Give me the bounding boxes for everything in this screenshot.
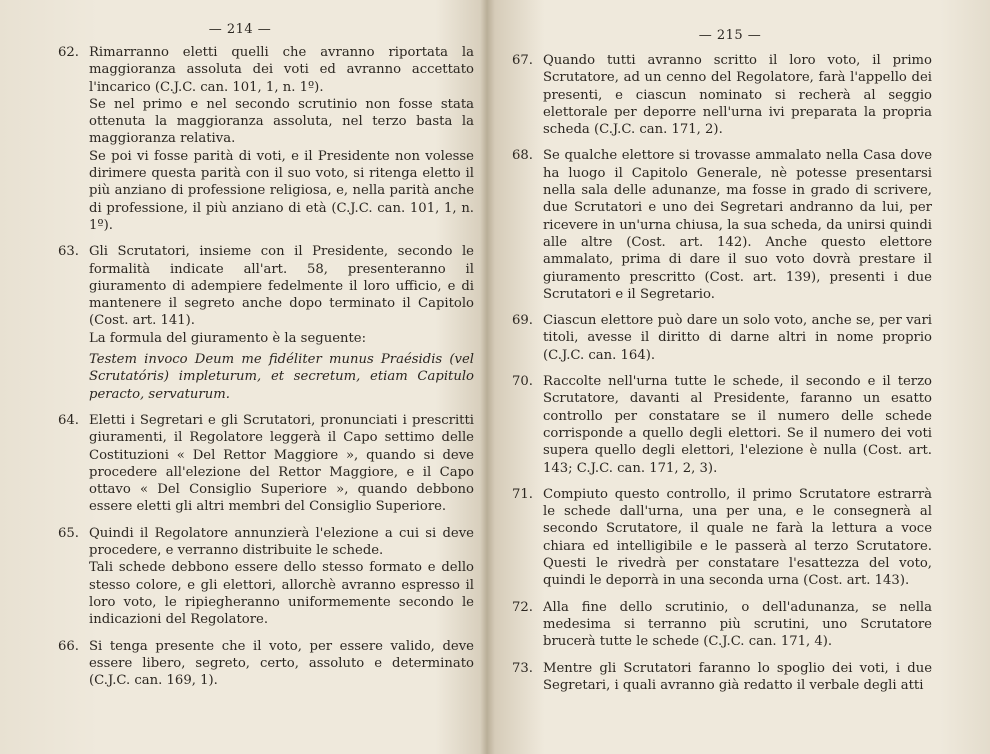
paragraph: Si tenga presente che il voto, per essere valido, deve essere libero, segreto, certo, assoluto e determinato (C.J.C. can. 169, 1). [89,638,474,689]
article-number: 64. [58,412,79,428]
article-number: 70. [512,374,533,390]
article-64 [58,412,474,516]
oath-formula: Testem invoco Deum me fidéliter munus Praésidis (vel Scrutatóris) impleturum, et secretum, etiam Capitulo peracto, servaturum. [89,352,474,402]
article-body [89,44,474,234]
paragraph: Gli Scrutatori, insieme con il Presidente, secondo le formalità indicate all'art. 58, presenteranno il giuramento di adempiere fedelmente il loro ufficio, e di mantenere il segreto anche dopo terminato il Capitolo (Cost. art. 141). [89,244,474,329]
paragraph: Quando tutti avranno scritto il loro voto, il primo Scrutatore, ad un cenno del Regolatore, farà l'appello dei presenti, e ciascun nominato si recherà al seggio elettorale per deporre nell'urna ivi preparata la propria scheda (C.J.C. can. 171, 2). [543,53,932,138]
article-body [543,373,932,477]
article-number: 65. [58,525,79,541]
article-73 [512,660,932,695]
article-body [543,147,932,303]
article-62 [58,44,474,234]
article-body [543,660,932,695]
article-number: 73. [512,660,533,676]
article-63 [58,243,474,403]
article-body [89,412,474,516]
paragraph: La formula del giuramento è la seguente: [89,330,367,346]
page-number: — 215 — [698,28,762,43]
paragraph: Quindi il Regolatore annunzierà l'elezione a cui si deve procedere, e verranno distribuite le schede. [89,525,474,559]
article-number: 63. [58,244,79,260]
article-67 [512,52,932,138]
article-body [89,243,474,403]
paragraph: Tali schede debbono essere dello stesso formato e dello stesso colore, e gli elettori, allorchè avranno espresso il loro voto, le ripiegheranno uniformemente secondo le indicazioni del Regolatore. [89,560,474,628]
text-column [512,52,932,703]
article-body [543,52,932,138]
paragraph: Se poi vi fosse parità di voti, e il Presidente non volesse dirimere questa parità con il suo voto, si ritenga eletto il più anziano di professione religiosa, e, nella parità anche di professione, il più anziano di età (C.J.C. can. 101, 1, n. 1º). [89,148,474,233]
article-69 [512,312,932,364]
article-66 [58,638,474,690]
paragraph: Eletti i Segretari e gli Scrutatori, pronunciati i prescritti giuramenti, il Regolatore leggerà il Capo settimo delle Costituzioni « Del Rettor Maggiore », quando si deve procedere all'elezione del Rettor Maggiore, e il Capo ottavo « Del Consiglio Superiore », quando debbono essere eletti gli altri membri del Consiglio Superiore. [89,412,474,515]
article-body [543,312,932,364]
article-number: 68. [512,148,533,164]
article-number: 62. [58,45,79,60]
right-page [490,0,990,754]
article-65 [58,525,474,629]
paragraph: Raccolte nell'urna tutte le schede, il secondo e il terzo Scrutatore, davanti al Presidente, faranno un esatto controllo per constatare se il numero delle schede corrisponde a quello degli elettori. Se il numero dei voti supera quello degli elettori, l'elezione è nulla (Cost. art. 143; C.J.C. can. 171, 2, 3). [543,374,932,476]
article-71 [512,486,932,590]
article-body [543,599,932,651]
article-number: 71. [512,486,533,502]
article-body [543,486,932,590]
article-body [89,525,474,629]
article-70 [512,373,932,477]
article-body [89,638,474,690]
article-number: 66. [58,638,79,654]
article-number: 67. [512,53,533,68]
paragraph: Ciascun elettore può dare un solo voto, anche se, per vari titoli, avesse il diritto di darne altri in nome proprio (C.J.C. can. 164). [543,313,932,363]
page-number: — 214 — [208,22,272,37]
text-column [58,44,474,698]
article-number: 69. [512,313,533,329]
paragraph: Compiuto questo controllo, il primo Scrutatore estrarrà le schede dall'urna, una per una, e le consegnerà al secondo Scrutatore, il quale ne farà la lettura a voce chiara ed intelligibile e le passerà al terzo Scrutatore. Questi le rivedrà per constatare l'esattezza del voto, quindi le deporrà in una seconda urna (Cost. art. 143). [543,486,932,589]
article-68 [512,147,932,303]
paragraph: Alla fine dello scrutinio, o dell'adunanza, se nella medesima si terranno più scrutini, uno Scrutatore brucerà tutte le schede (C.J.C. can. 171, 4). [543,599,932,650]
paragraph: Se nel primo e nel secondo scrutinio non fosse stata ottenuta la maggioranza assoluta, nel terzo basta la maggioranza relativa. [89,96,474,147]
paragraph: Mentre gli Scrutatori faranno lo spoglio dei voti, i due Segretari, i quali avranno già redatto il verbale degli atti [543,660,932,693]
article-number: 72. [512,599,533,615]
paragraph: Se qualche elettore si trovasse ammalato nella Casa dove ha luogo il Capitolo Generale, nè potesse presentarsi nella sala delle adunanze, ma fosse in grado di scrivere, due Scrutatori e uno dei Segretari andranno da lui, per ricevere in un'urna chiusa, la sua scheda, da unirsi quindi alle altre (Cost. art. 142). Anche questo elettore ammalato, prima di dare il suo voto dovrà prestare il giuramento prescritto (Cost. art. 139), presenti i due Scrutatori e il Segretario. [543,148,932,302]
left-page [0,0,490,754]
article-72 [512,599,932,651]
paragraph: Rimarranno eletti quelli che avranno riportata la maggioranza assoluta dei voti ed avranno accettato l'incarico (C.J.C. can. 101, 1, n. 1º). [89,45,474,95]
